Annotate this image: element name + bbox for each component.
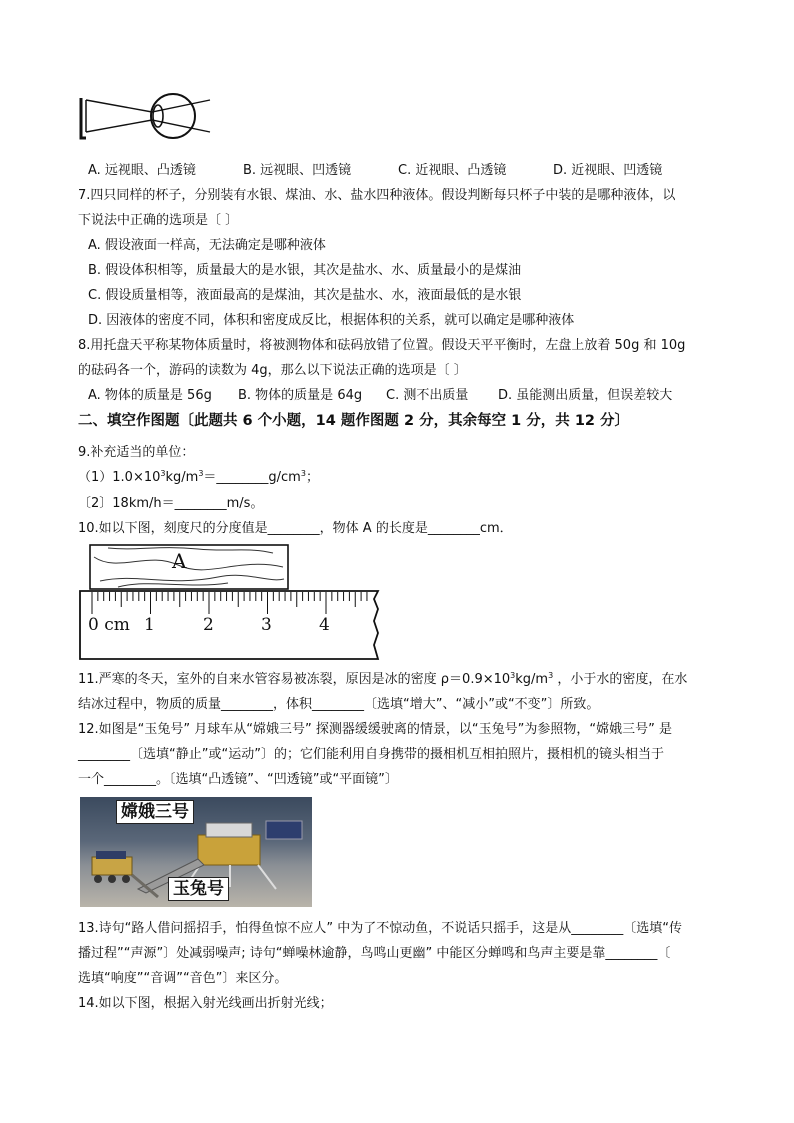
lunar-rover-photo xyxy=(80,797,312,907)
q7-stem-line2: 下说法中正确的选项是〔 〕 xyxy=(78,213,239,228)
q13-line2: 播过程”“声源”〕处减弱噪声; 诗句“蝉噪林逾静，鸟鸣山更幽” 中能区分蝉鸣和鸟声主要是靠________〔 xyxy=(78,946,671,961)
q7-option-b: B. 假设体积相等，质量最大的是水银，其次是盐水、水、质量最小的是煤油 xyxy=(88,263,522,278)
yutu-label: 玉兔号 xyxy=(168,877,229,901)
ruler-label-2: 2 xyxy=(203,615,214,635)
q6-option-b: B. 远视眼、凹透镜 xyxy=(243,163,352,178)
q9-stem: 9.补充适当的单位： xyxy=(78,445,195,460)
q13-line1: 13.诗句“路人借问摇招手，怕得鱼惊不应人” 中为了不惊动鱼，不说话只摇手，这是从________〔选填“传 xyxy=(78,921,683,936)
object-a-label: A xyxy=(172,549,187,573)
q7-option-d: D. 因液体的密度不同，体积和密度成反比，根据体积的关系，就可以确定是哪种液体 xyxy=(88,313,575,328)
q8-stem-line2: 的砝码各一个，游码的读数为 4g，那么以下说法正确的选项是〔 〕 xyxy=(78,363,467,378)
q6-option-d: D. 近视眼、凹透镜 xyxy=(553,163,663,178)
q8-stem-line1: 8.用托盘天平称某物体质量时，将被测物体和砝码放错了位置。假设天平平衡时，左盘上放着 50g 和 10g xyxy=(78,338,686,353)
q9-line1: $(1)1.0\times 10^3kg/m^3=\_\_\_\_\_\_\_\_g/cm^3$； xyxy=(78,469,319,485)
q12-line3: 一个________。〔选填“凸透镜”、“凹透镜”或“平面镜”〕 xyxy=(78,772,398,787)
q6-option-a: A. 远视眼、凸透镜 xyxy=(88,163,196,178)
q8-option-c: C. 测不出质量 xyxy=(386,388,469,403)
q9-line2: 〔2〕18km/h＝________m/s。 xyxy=(78,496,264,511)
q13-line3: 选填“响度”“音调”“音色”〕来区分。 xyxy=(78,971,288,986)
q7-option-c: C. 假设质量相等，液面最高的是煤油，其次是盐水、水，液面最低的是水银 xyxy=(88,288,522,303)
q8-option-b: B. 物体的质量是 64g xyxy=(238,388,363,403)
q7-option-a: A. 假设液面一样高，无法确定是哪种液体 xyxy=(88,238,326,253)
eye-diagram xyxy=(78,92,218,148)
q12-line1: 12.如图是“玉兔号” 月球车从“嫦娥三号” 探测器缓缓驶离的情景，以“玉兔号”为参照物，“嫦娥三号” 是 xyxy=(78,722,672,737)
ruler-diagram xyxy=(78,543,384,661)
ruler-label-1: 1 xyxy=(144,615,155,635)
ruler-label-3: 3 xyxy=(261,615,272,635)
q8-option-d: D. 虽能测出质量，但误差较大 xyxy=(498,388,673,403)
q14-stem: 14.如以下图，根据入射光线画出折射光线； xyxy=(78,996,333,1011)
q11-line2: 结冰过程中，物质的质量________，体积________〔选填“增大”、“减小”或“不变”〕所致。 xyxy=(78,697,600,712)
q8-option-a: A. 物体的质量是 56g xyxy=(88,388,212,403)
q10-stem: 10.如以下图，刻度尺的分度值是________，物体 A 的长度是________cm． xyxy=(78,521,513,536)
q6-option-c: C. 近视眼、凸透镜 xyxy=(398,163,507,178)
ruler-label-4: 4 xyxy=(319,615,330,635)
chang-e-3-label: 嫦娥三号 xyxy=(116,800,194,824)
q7-stem-line1: 7.四只同样的杯子，分别装有水银、煤油、水、盐水四种液体。假设判断每只杯子中装的是哪种液体，以 xyxy=(78,188,676,203)
section-2-heading: 二、填空作图题〔此题共 6 个小题，14 题作图题 2 分，其余每空 1 分，共 12 分〕 xyxy=(78,413,630,429)
q11-line1: 11.严寒的冬天，室外的自来水管容易被冻裂，原因是冰的密度 $\rho=0.9\times 10^3kg/m^3$ ，小于水的密度，在水 xyxy=(78,671,688,687)
ruler-label-0: 0 cm xyxy=(88,615,130,635)
q12-line2: ________〔选填“静止”或“运动”〕的；它们能利用自身携带的摄相机互相拍照片，摄相机的镜头相当于 xyxy=(78,747,664,762)
